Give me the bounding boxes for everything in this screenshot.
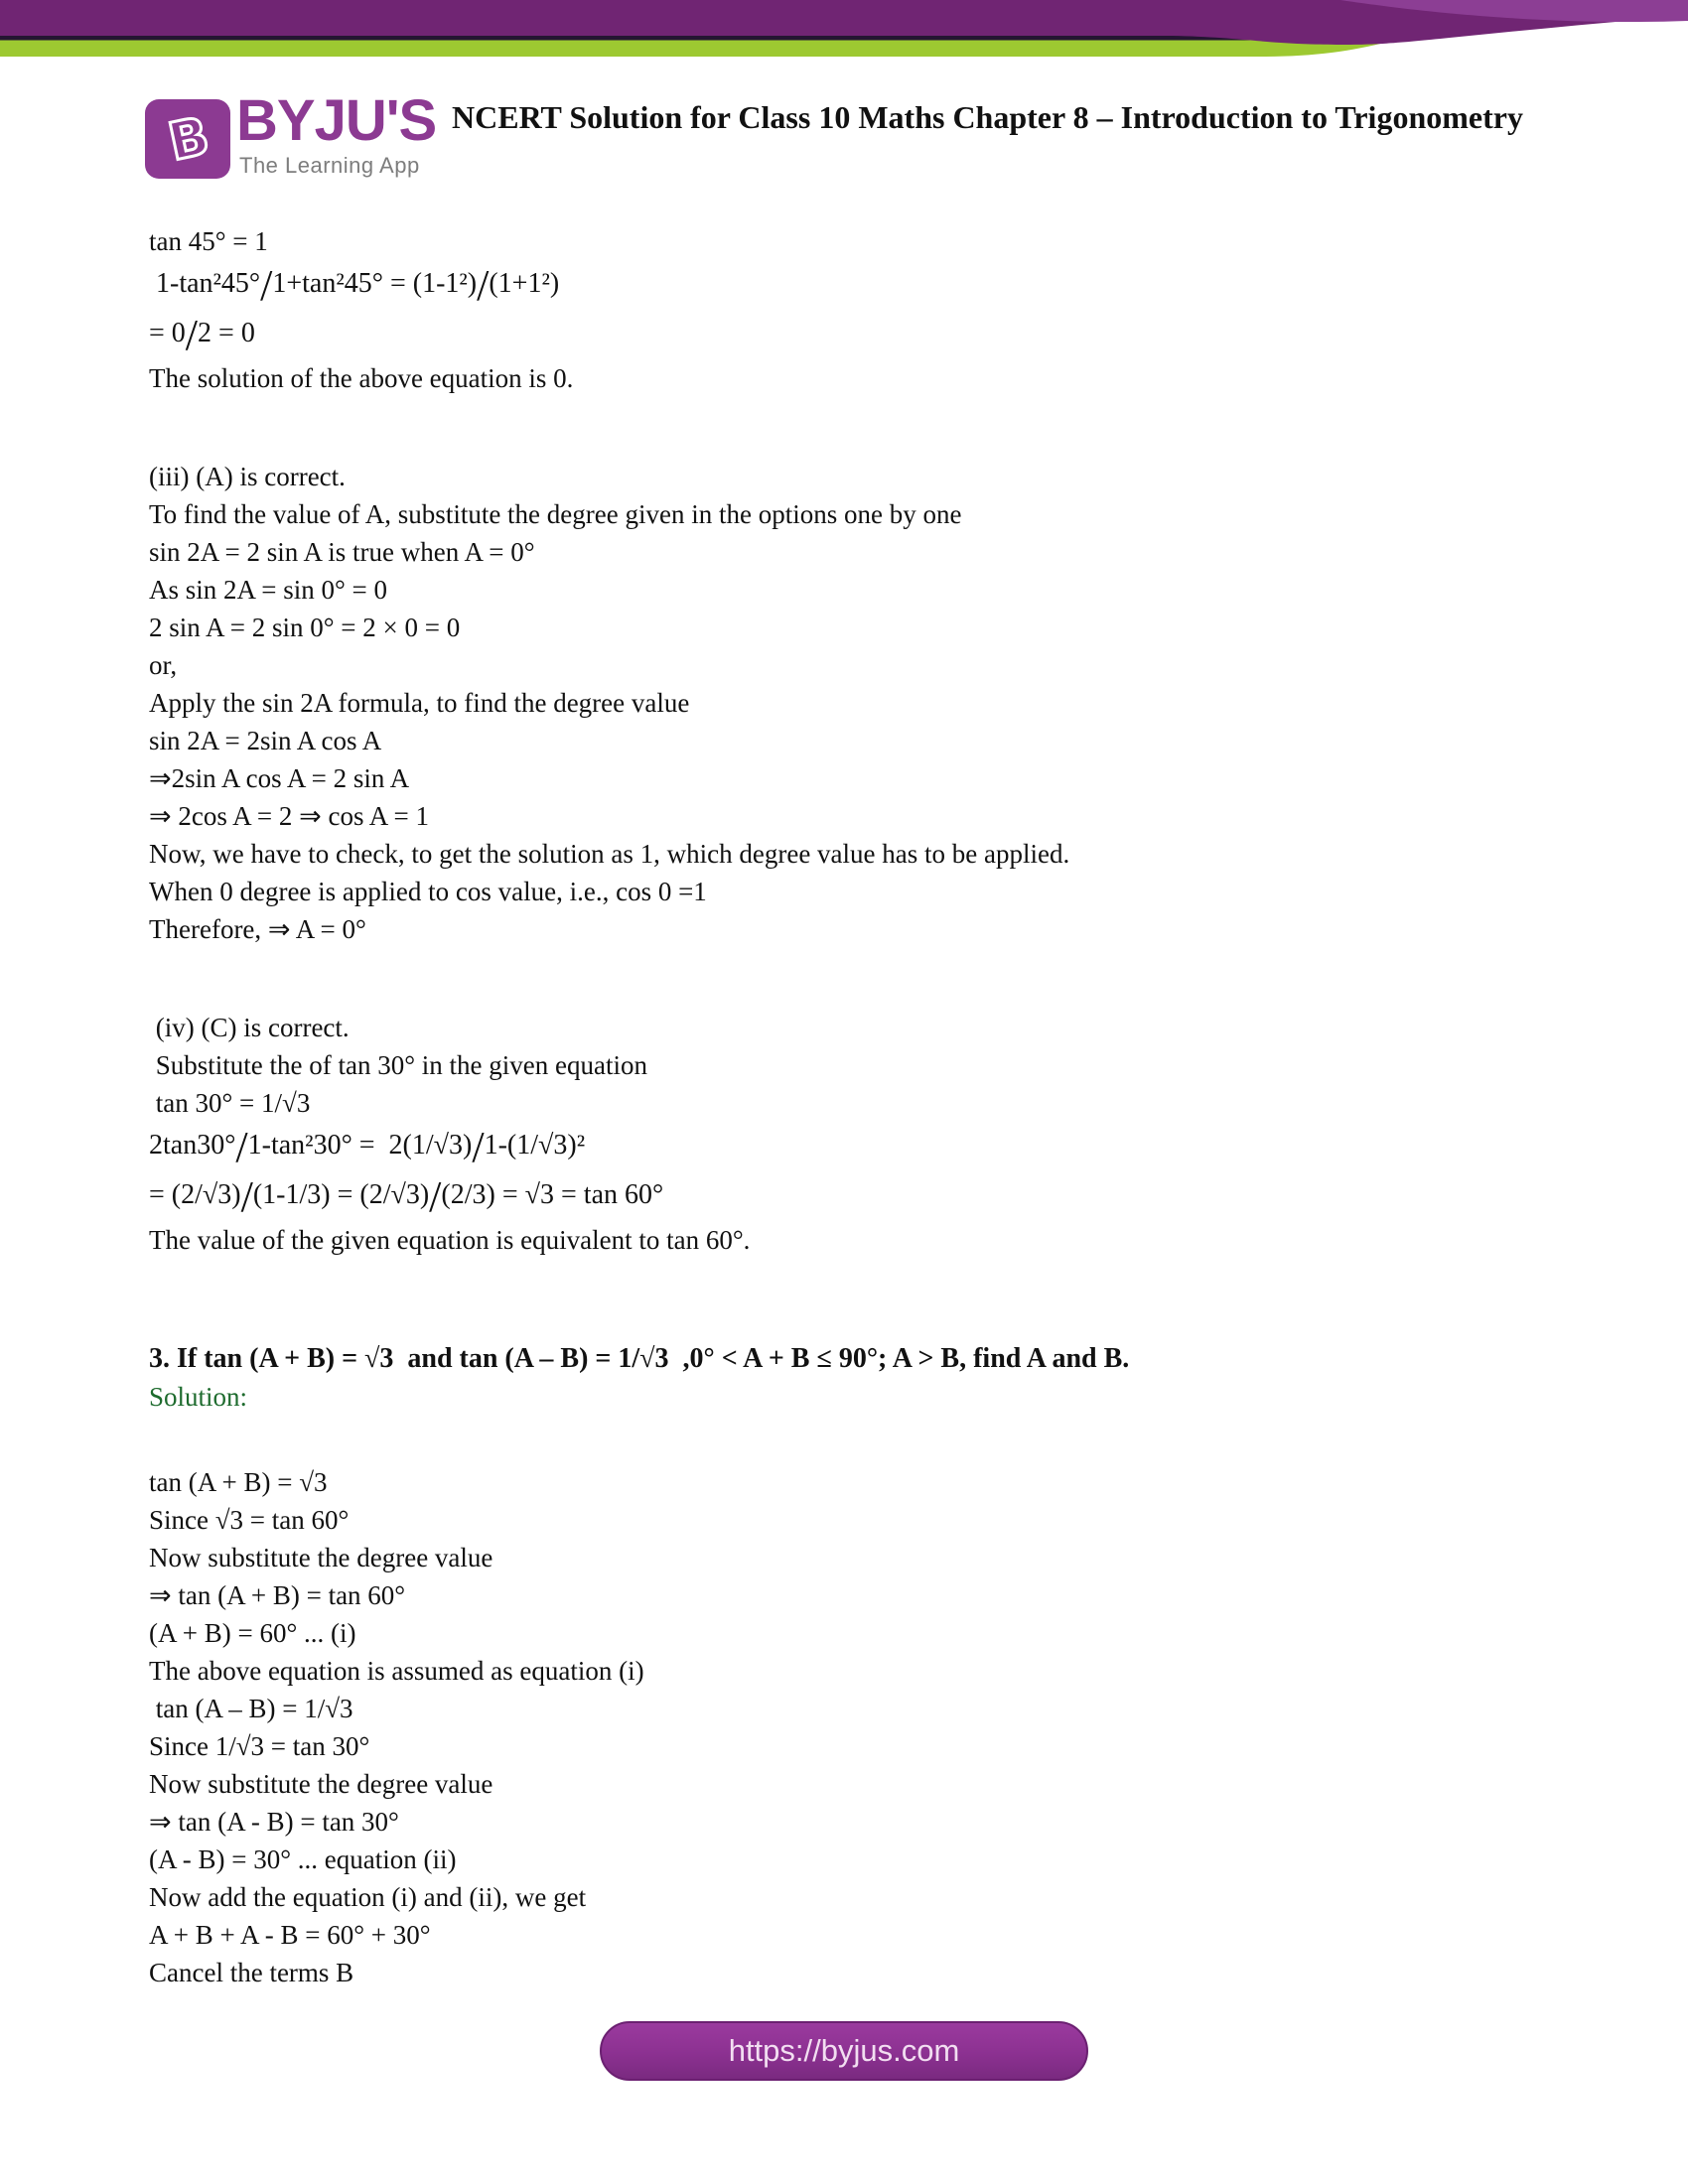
text-line: Solution: [149, 1382, 248, 1412]
text-line: sin 2A = 2 sin A is true when A = 0° [149, 537, 535, 567]
text-line: Since 1/√3 = tan 30° [149, 1731, 370, 1761]
text-line: The above equation is assumed as equation (i) [149, 1656, 644, 1686]
text-line: = (2/√3)/(1-1/3) = (2/√3)/(2/3) = √3 = tan 60° [149, 1172, 664, 1221]
text-line: sin 2A = 2sin A cos A [149, 726, 382, 755]
text-line: The value of the given equation is equivalent to tan 60°. [149, 1225, 751, 1255]
text-line: Now substitute the degree value [149, 1769, 493, 1799]
byjus-b-letter: B [163, 106, 214, 174]
text-line: The solution of the above equation is 0. [149, 363, 574, 393]
byjus-wordmark: BYJU'S [236, 88, 437, 153]
document-body [149, 222, 1609, 1991]
text-line: tan 30° = 1/√3 [149, 1088, 311, 1118]
byjus-tagline: The Learning App [239, 153, 420, 178]
text-line: tan 45° = 1 [149, 226, 268, 256]
spacer [149, 1259, 1609, 1340]
text-line: When 0 degree is applied to cos value, i.e., cos 0 =1 [149, 877, 707, 906]
text-line: 2tan30°/1-tan²30° = 2(1/√3)/1-(1/√3)² [149, 1123, 586, 1171]
text-line: 1-tan²45°/1+tan²45° = (1-1²)/(1+1²) [149, 261, 560, 310]
text-line: tan (A + B) = √3 [149, 1467, 328, 1497]
text-line: 2 sin A = 2 sin 0° = 2 × 0 = 0 [149, 613, 461, 642]
text-line: Now substitute the degree value [149, 1543, 493, 1572]
text-line: ⇒2sin A cos A = 2 sin A [149, 763, 410, 793]
text-line: Now, we have to check, to get the solution as 1, which degree value has to be applied. [149, 839, 1070, 869]
text-line: 3. If tan (A + B) = √3 and tan (A – B) = 1/√3 ,0° < A + B ≤ 90°; A > B, find A and B. [149, 1343, 1130, 1374]
text-line: or, [149, 650, 178, 680]
byjus-b-icon [145, 99, 230, 179]
text-line: Apply the sin 2A formula, to find the degree value [149, 688, 690, 718]
page-title: NCERT Solution for Class 10 Maths Chapter 8 – Introduction to Trigonometry [452, 99, 1523, 135]
green-bar [0, 40, 1392, 57]
byjus-link-button[interactable]: https://byjus.com [600, 2021, 1088, 2081]
text-line: = 0/2 = 0 [149, 311, 255, 359]
text-line: Now add the equation (i) and (ii), we get [149, 1882, 587, 1912]
text-line: As sin 2A = sin 0° = 0 [149, 575, 388, 605]
text-line: (A - B) = 30° ... equation (ii) [149, 1844, 457, 1874]
text-line: (A + B) = 60° ... (i) [149, 1618, 356, 1648]
text-line: ⇒ tan (A + B) = tan 60° [149, 1580, 406, 1610]
text-line: ⇒ tan (A - B) = tan 30° [149, 1807, 399, 1837]
text-line: tan (A – B) = 1/√3 [149, 1694, 353, 1723]
text-line: To find the value of A, substitute the degree given in the options one by one [149, 499, 962, 529]
text-line: ⇒ 2cos A = 2 ⇒ cos A = 1 [149, 801, 429, 831]
dark-separator-line [0, 36, 1291, 41]
text-line: Therefore, ⇒ A = 0° [149, 914, 366, 944]
text-line: Since √3 = tan 60° [149, 1505, 350, 1535]
spacer [149, 1416, 1609, 1463]
spacer [149, 948, 1609, 1009]
text-line: (iii) (A) is correct. [149, 462, 346, 491]
byjus-logo [145, 88, 473, 191]
text-line: Substitute the of tan 30° in the given equation [149, 1050, 647, 1080]
text-line: (iv) (C) is correct. [149, 1013, 350, 1042]
text-line: Cancel the terms B [149, 1958, 354, 1987]
text-line: A + B + A - B = 60° + 30° [149, 1920, 431, 1950]
spacer [149, 397, 1609, 458]
header-band [0, 0, 1688, 69]
